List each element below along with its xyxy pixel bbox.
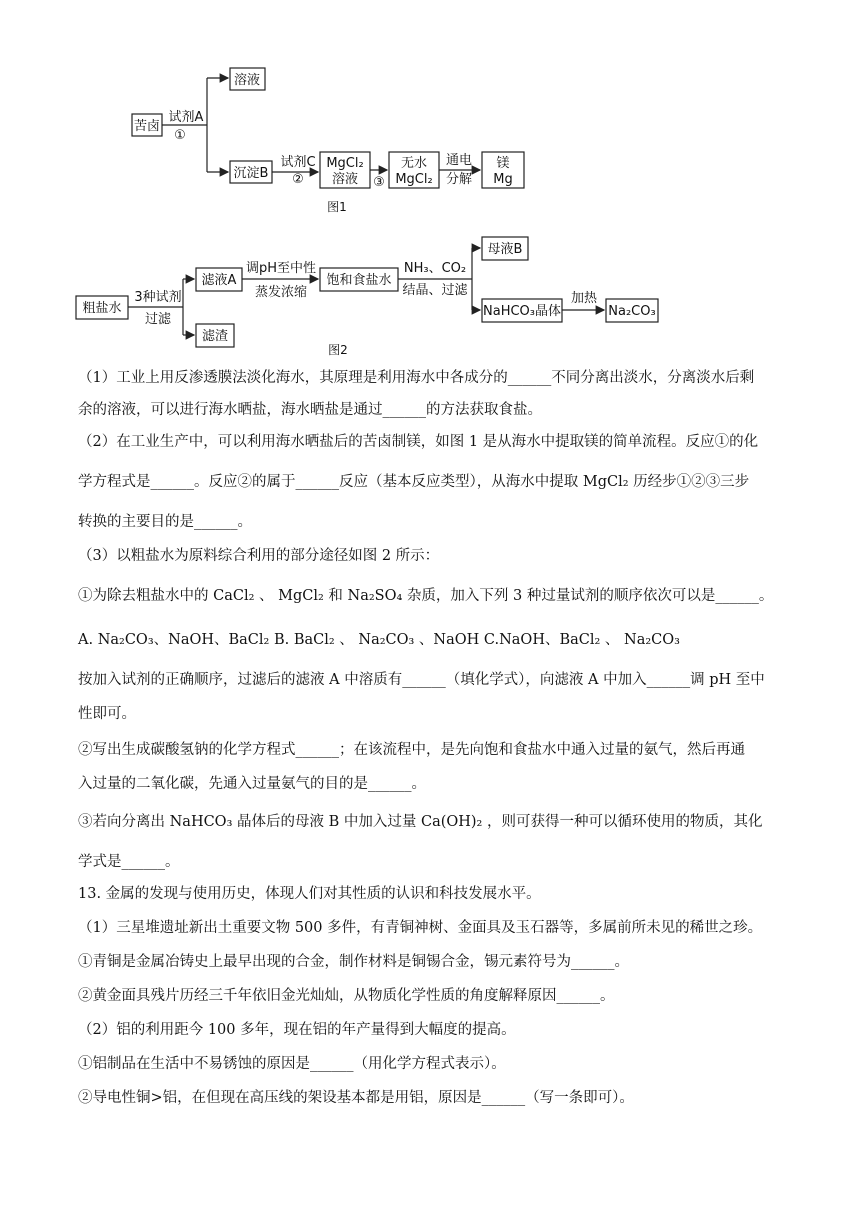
filtrate-a-label: 滤液A [201,273,237,288]
text-line: 按加入试剂的正确顺序，过滤后的滤液 A 中溶质有______（填化学式），向滤液 A 中加入______调 pH 至中 [78,672,765,688]
text-line: ②导电性铜>铝，在但现在高压线的架设基本都是用铝，原因是______（写一条即可）。 [78,1090,634,1106]
crude-brine-label: 粗盐水 [82,301,122,316]
text-line: ③若向分离出 NaHCO₃ 晶体后的母液 B 中加入过量 Ca(OH)₂ ，则可获得一种可以循环使用的物质，其化 [78,814,763,830]
figure-1 [132,68,524,214]
residue-label: 滤渣 [201,329,229,344]
text-line: 余的溶液，可以进行海水晒盐，海水晒盐是通过______的方法获取食盐。 [78,402,542,418]
figure-2-caption: 图2 [328,343,348,357]
anhydrous-bottom-label: MgCl₂ [395,172,433,187]
solution-label: 溶液 [233,73,261,88]
step1-label: ① [174,128,186,143]
precipitate-b-label: 沉淀B [233,166,269,181]
decompose-label: 分解 [445,172,473,187]
saturated-brine-label: 饱和食盐水 [326,273,392,288]
text-line: 学式是______。 [78,854,180,870]
kuru-label: 苦卤 [133,119,161,134]
crystal-filter-label: 结晶、过滤 [402,283,468,298]
electrify-label: 通电 [445,153,473,168]
text-line: ②黄金面具残片历经三千年依旧金光灿灿，从物质化学性质的角度解释原因______。 [78,988,615,1004]
text-line: 13. 金属的发现与使用历史，体现人们对其性质的认识和科技发展水平。 [78,886,541,902]
mother-liquor-b-label: 母液B [487,242,523,257]
mgcl2-bottom-label: 溶液 [331,172,359,187]
text-line: 转换的主要目的是______。 [78,514,252,530]
text-line: 性即可。 [78,706,136,722]
reagent-a-label: 试剂A [168,110,204,125]
figure-2 [76,237,658,357]
figure-1-caption: 图1 [327,200,347,214]
heat-label: 加热 [570,291,598,306]
mgcl2-top-label: MgCl₂ [326,156,364,171]
mg-top-label: 镁 [496,156,510,171]
text-line: ②写出生成碳酸氢钠的化学方程式______；在该流程中，是先向饱和食盐水中通入过量的氨气，然后再通 [78,742,745,758]
three-reagents-label: 3种试剂 [134,290,182,305]
anhydrous-top-label: 无水 [400,156,428,171]
adjust-ph-label: 调pH至中性 [245,261,317,276]
gases-label: NH₃、CO₂ [403,261,467,276]
na2co3-label: Na₂CO₃ [608,304,656,319]
step3-label: ③ [373,175,385,190]
mg-bottom-label: Mg [493,172,513,187]
text-line: （3）以粗盐水为原料综合利用的部分途径如图 2 所示： [78,548,440,564]
nahco3-crystal-label: NaHCO₃晶体 [483,304,561,319]
text-line: ①铝制品在生活中不易锈蚀的原因是______（用化学方程式表示）。 [78,1056,506,1072]
text-line: A. Na₂CO₃、NaOH、BaCl₂ B. BaCl₂ 、 Na₂CO₃ 、NaOH C.NaOH、BaCl₂ 、 Na₂CO₃ [78,632,680,648]
reagent-c-label: 试剂C [280,155,316,170]
text-line: （1）三星堆遗址新出土重要文物 500 多件，有青铜神树、金面具及玉石器等，多属前所未见的稀世之珍。 [78,920,763,936]
text-line: 学方程式是______。反应②的属于______反应（基本反应类型），从海水中提取 MgCl₂ 历经步①②③三步 [78,474,750,490]
flow-diagrams [0,0,860,360]
text-line: 入过量的二氧化碳，先通入过量氨气的目的是______。 [78,776,426,792]
text-line: （2）铝的利用距今 100 多年，现在铝的年产量得到大幅度的提高。 [78,1022,516,1038]
text-line: ①为除去粗盐水中的 CaCl₂ 、 MgCl₂ 和 Na₂SO₄ 杂质，加入下列 3 种过量试剂的顺序依次可以是______。 [78,588,774,604]
step2-label: ② [292,172,304,187]
text-line: （1）工业上用反渗透膜法淡化海水，其原理是利用海水中各成分的______不同分离出淡水，分离淡水后剩 [78,370,755,386]
filter-label: 过滤 [144,312,172,327]
text-line: （2）在工业生产中，可以利用海水晒盐后的苦卤制镁，如图 1 是从海水中提取镁的简单流程。反应①的化 [78,434,759,450]
evaporate-label: 蒸发浓缩 [254,285,308,300]
text-line: ①青铜是金属冶铸史上最早出现的合金，制作材料是铜锡合金，锡元素符号为______。 [78,954,629,970]
